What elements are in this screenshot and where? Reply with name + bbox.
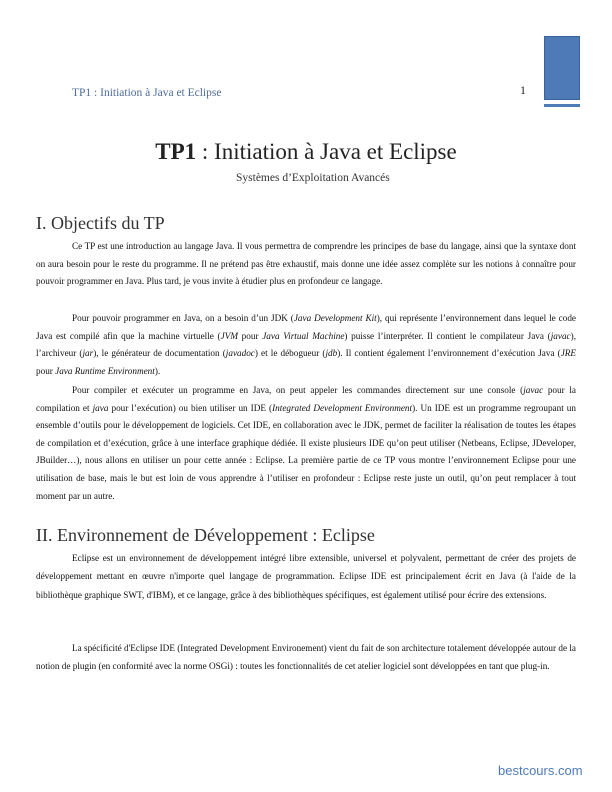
header-decoration-block [544,36,580,100]
header-decoration-line [544,104,580,107]
paragraph: La spécificité d'Eclipse IDE (Integrated Development Environement) vient du fait de son architecture totalement développée autour de la notion de plugin (en conformité avec la norme OSGi) : toutes les fonctionnalités de cet atelier logiciel sont développées en tant que plug-in. [36,643,576,672]
title-rest: : Initiation à Java et Eclipse [196,139,457,164]
section-heading-objectifs: I. Objectifs du TP [36,213,165,233]
paragraph: Eclipse est un environnement de développement intégré libre extensible, universel et polyvalent, permettant de créer des projets de développement mettant en œuvre n'importe quel langage de programmation. Eclipse IDE est principalement écrit en Java (à l'aide de la bibliothèque graphique SWT, d'IBM), et ce langage, grâce à des bibliothèques spécifiques, est également utilisé pour écrire des extensions. [36,553,576,600]
document-subtitle: Systèmes d’Exploitation Avancés [236,172,390,184]
section-heading-eclipse: II. Environnement de Développement : Eclipse [36,525,375,545]
paragraph-ide: Pour compiler et exécuter un programme en Java, on peut appeler les commandes directement sur une console (javac pour la compilation et java pour l’exécution) ou bien utiliser un IDE (Integrated Development Environment). Un IDE est un programme regroupant un ensemble d’outils pour le développement de logiciels. Cet IDE, en collaboration avec le JDK, permet de faciliter la réalisation de toutes les étapes de compilation et d’exécution, grâce à une interface graphique dédiée. Il existe plusieurs IDE qu’on peut utiliser (Netbeans, Eclipse, JDeveloper, JBuilder…), nous allons en utiliser un pour cette année : Eclipse. La première partie de ce TP vous montre l’environnement Eclipse pour une utilisation de base, mais le but est loin de vous apprendre à l’utiliser en profondeur : Eclipse reste juste un outil, qu’on peut remplacer à tout moment par un autre. [36,385,576,501]
page-number: 1 [520,83,526,97]
paragraph: Ce TP est une introduction au langage Java. Il vous permettra de comprendre les principes de base du langage, ainsi que la syntaxe dont on aura besoin pour le reste du programme. Il ne prétend pas être exhaustif, mais donne une idée assez complète sur les notions à connaître pour pouvoir programmer en Java. Plus tard, je vous invite à étudier plus en profondeur ce langage. [36,241,576,287]
running-header: TP1 : Initiation à Java et Eclipse [72,87,222,99]
document-title [0,139,612,165]
paragraph-jdk: Pour pouvoir programmer en Java, on a besoin d’un JDK (Java Development Kit), qui représente l’environnement dans lequel le code Java est compilé afin que la machine virtuelle (JVM pour Java Virtual Machine) puisse l’interpréter. Il contient le compilateur Java (javac), l’archiveur (jar), le générateur de documentation (javadoc) et le débogueur (jdb). Il contient également l’environnement d’exécution Java (JRE pour Java Runtime Environment). [36,313,577,376]
title-bold: TP1 [155,139,197,164]
watermark-link[interactable]: bestcours.com [498,763,583,778]
